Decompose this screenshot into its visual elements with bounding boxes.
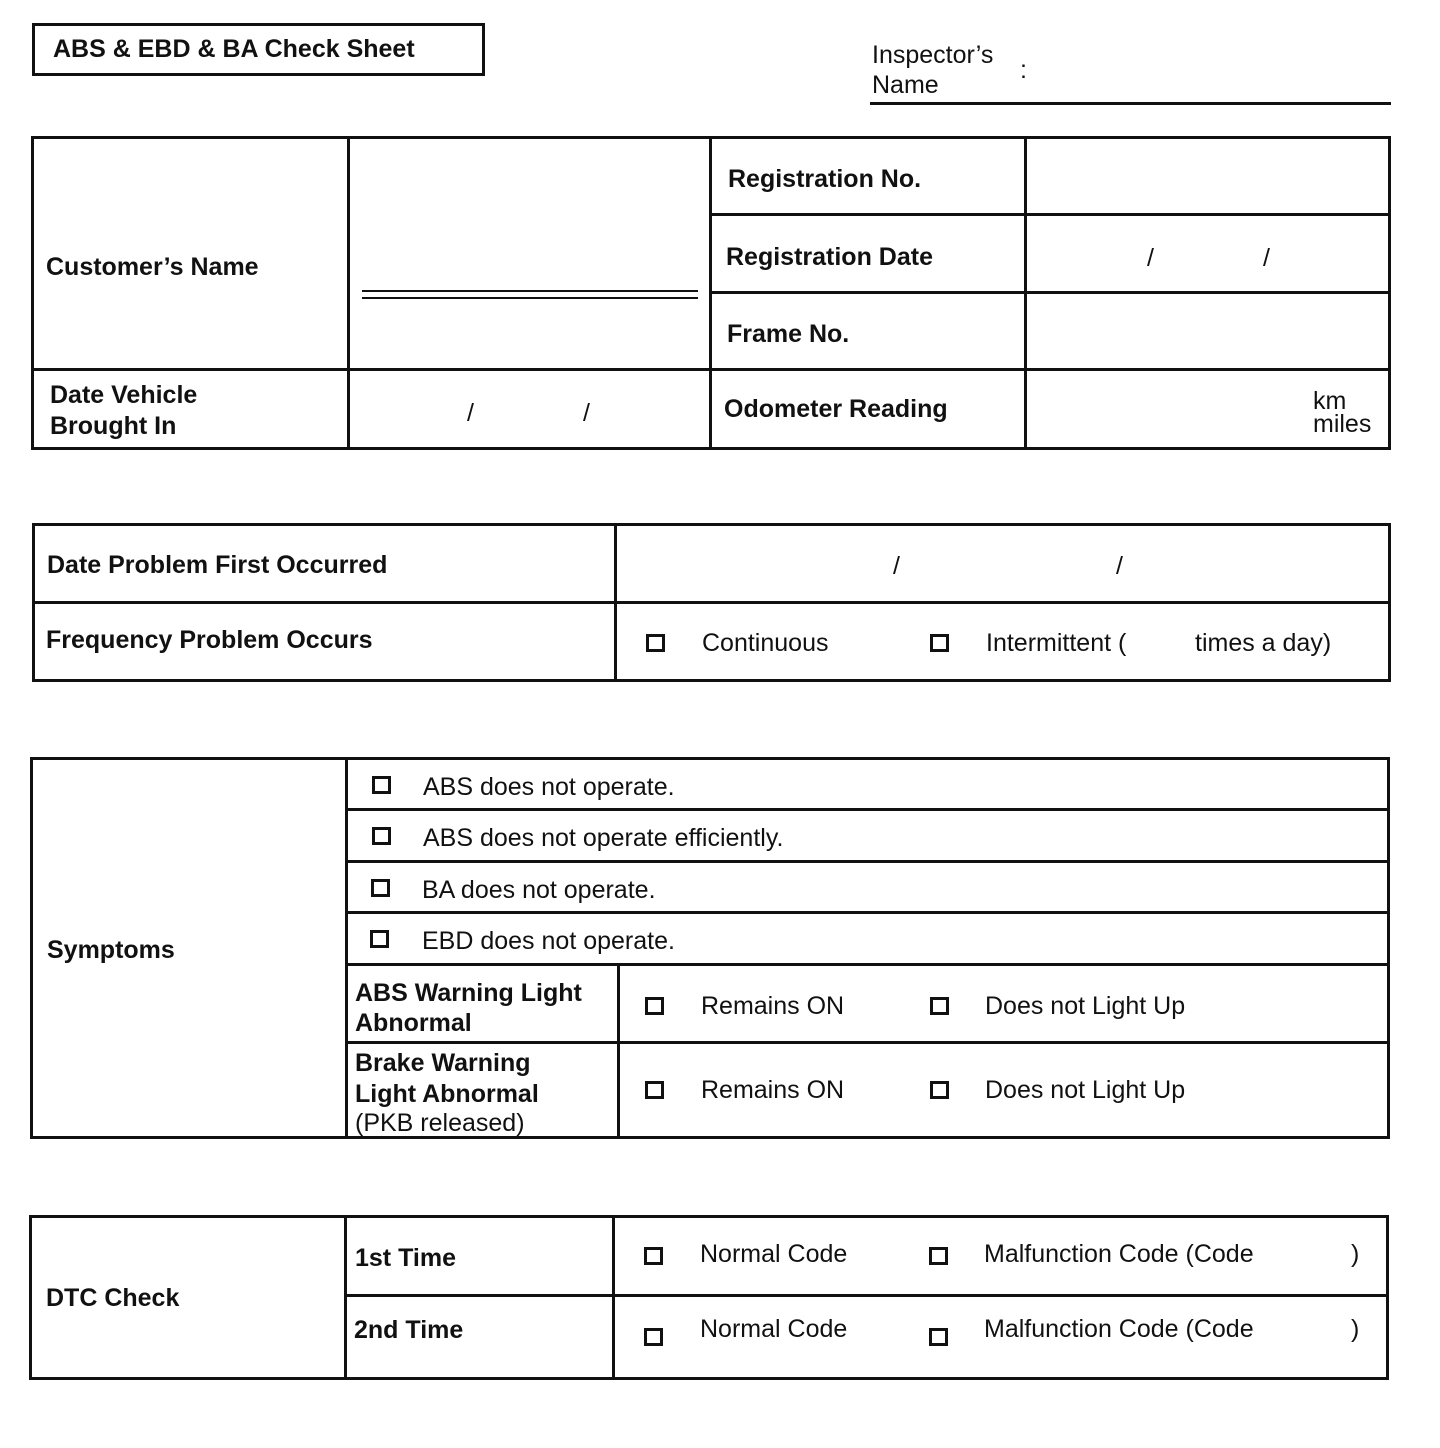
- symptom-ebd-not-operate: EBD does not operate.: [422, 927, 675, 955]
- odometer-unit-miles: miles: [1313, 410, 1372, 438]
- odometer-unit-km: km: [1313, 387, 1347, 415]
- dtc-first-time-label: 1st Time: [355, 1244, 456, 1272]
- intermittent-checkbox[interactable]: [930, 634, 949, 652]
- date-first-occurred-slash-2: /: [1116, 552, 1123, 580]
- dtc-second-malfunction-checkbox[interactable]: [929, 1328, 948, 1346]
- dtc-first-normal-label: Normal Code: [700, 1240, 848, 1268]
- registration-date-slash-2: /: [1263, 244, 1270, 272]
- abs-warning-light-label: ABS Warning Light Abnormal: [355, 979, 582, 1037]
- abs-warning-remains-on-checkbox[interactable]: [645, 997, 664, 1015]
- brake-warning-not-light-checkbox[interactable]: [930, 1081, 949, 1099]
- registration-date-label: Registration Date: [726, 243, 933, 271]
- brake-warning-remains-on-label: Remains ON: [701, 1076, 845, 1104]
- symptoms-label: Symptoms: [47, 936, 175, 964]
- abs-warning-not-light-checkbox[interactable]: [930, 997, 949, 1015]
- brake-warning-remains-on-checkbox[interactable]: [645, 1081, 664, 1099]
- date-first-occurred-label: Date Problem First Occurred: [47, 551, 388, 579]
- symptom-checkbox-abs-not-efficient[interactable]: [372, 827, 391, 845]
- brake-warning-light-label: Brake Warning Light Abnormal (PKB released): [355, 1049, 539, 1137]
- continuous-label: Continuous: [702, 629, 829, 657]
- symptom-abs-not-efficient: ABS does not operate efficiently.: [423, 824, 784, 852]
- inspector-name-field[interactable]: [870, 102, 1391, 105]
- abs-warning-not-light-label: Does not Light Up: [985, 992, 1186, 1020]
- inspector-colon: :: [1020, 56, 1027, 84]
- dtc-first-malfunction-label: Malfunction Code (Code: [984, 1240, 1254, 1268]
- customer-name-field[interactable]: [362, 290, 698, 292]
- dtc-second-close-paren: ): [1351, 1315, 1360, 1343]
- sheet-title-box: [32, 23, 485, 76]
- dtc-first-malfunction-checkbox[interactable]: [929, 1247, 948, 1265]
- brake-warning-not-light-label: Does not Light Up: [985, 1076, 1186, 1104]
- customer-name-label: Customer’s Name: [46, 253, 259, 281]
- inspector-label: Inspector’s Name: [872, 41, 994, 99]
- dtc-check-label: DTC Check: [46, 1284, 180, 1312]
- dtc-second-time-label: 2nd Time: [354, 1316, 464, 1344]
- continuous-checkbox[interactable]: [646, 634, 665, 652]
- symptom-checkbox-ba-not-operate[interactable]: [371, 879, 390, 897]
- dtc-second-normal-label: Normal Code: [700, 1315, 848, 1343]
- date-brought-in-slash-1: /: [467, 399, 474, 427]
- brake-warning-note: (PKB released): [355, 1109, 525, 1137]
- symptom-checkbox-abs-not-operate[interactable]: [372, 776, 391, 794]
- symptom-checkbox-ebd-not-operate[interactable]: [370, 930, 389, 948]
- intermittent-label: Intermittent (: [986, 629, 1127, 657]
- frame-no-label: Frame No.: [727, 320, 850, 348]
- date-first-occurred-slash-1: /: [893, 552, 900, 580]
- dtc-first-normal-checkbox[interactable]: [644, 1247, 663, 1265]
- symptom-abs-not-operate: ABS does not operate.: [423, 773, 675, 801]
- date-brought-in-slash-2: /: [583, 399, 590, 427]
- sheet-title: ABS & EBD & BA Check Sheet: [53, 35, 415, 63]
- abs-warning-remains-on-label: Remains ON: [701, 992, 845, 1020]
- times-a-day-label: times a day): [1195, 629, 1332, 657]
- symptom-ba-not-operate: BA does not operate.: [422, 876, 656, 904]
- registration-no-label: Registration No.: [728, 165, 922, 193]
- dtc-first-close-paren: ): [1351, 1240, 1360, 1268]
- frequency-label: Frequency Problem Occurs: [46, 626, 373, 654]
- registration-date-slash-1: /: [1147, 244, 1154, 272]
- dtc-second-normal-checkbox[interactable]: [644, 1328, 663, 1346]
- date-brought-in-label: Date Vehicle Brought In: [50, 381, 198, 440]
- dtc-second-malfunction-label: Malfunction Code (Code: [984, 1315, 1254, 1343]
- odometer-reading-label: Odometer Reading: [724, 395, 948, 423]
